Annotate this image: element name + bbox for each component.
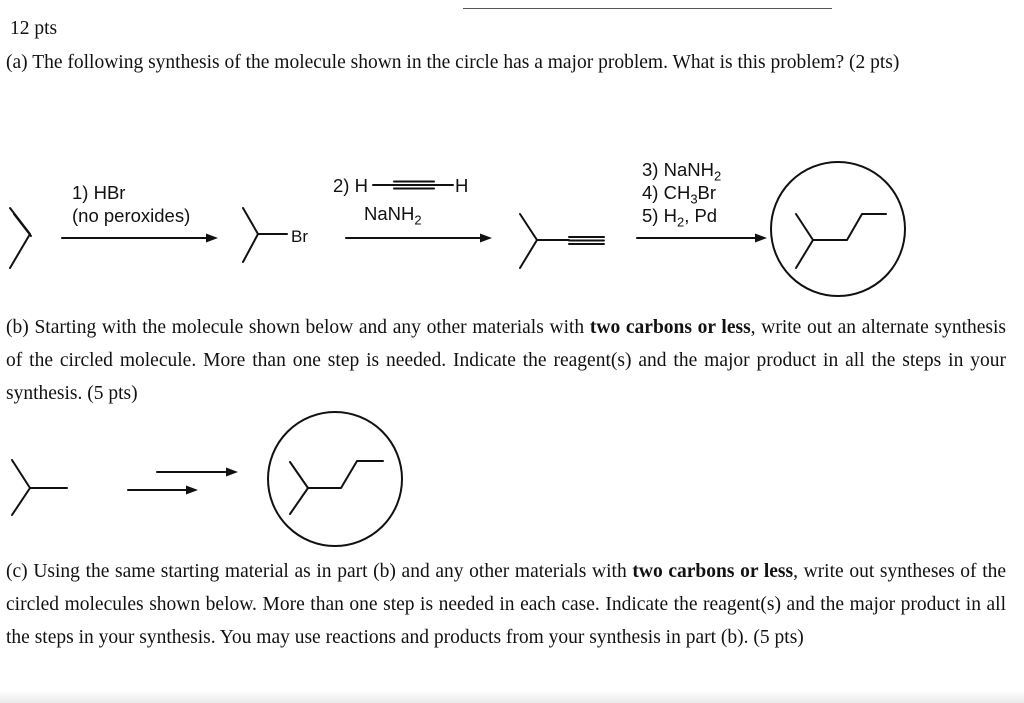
step1-condition: (no peroxides) [72,205,191,226]
step3-reagent: 3) NaNH$_2$ [642,159,722,184]
step2-reagent-right: H [455,175,469,196]
points-header: 12 pts [10,18,58,39]
starting-material-b [12,460,30,515]
part-c-question [6,555,1006,654]
step1-reagent: 1) HBr [72,182,126,203]
part-c-bold: two carbons or less [632,561,794,582]
part-b-text-1: Starting with the molecule shown below and any other materials with [34,317,585,338]
bromide-label: Br [291,227,308,246]
part-a-label: (a) [6,52,28,73]
target-molecule-b [290,462,308,514]
part-c-text-1: Using the same starting material as in part (b) and any other materials with [33,561,627,582]
step2-reagent-left: 2) H [333,175,368,196]
part-a-text: The following synthesis of the molecule shown in the circle has a major problem. What is this problem? (2 pts) [32,52,900,73]
part-c-text-2: , write out syntheses of the circled molecules shown below. More than one step is needed in each case. Indicate the reagent(s) and the major product in all the steps in your synthesis. You may use reactions and products from your synthesis in part (b). (5 pts) [6,561,1007,648]
step5-reagent: 5) $H_2$, Pd [642,205,718,230]
page-bottom-edge [0,691,1024,703]
target-circle-b [268,412,402,546]
step2-base: NaNH$_2$ [364,203,422,228]
part-b-text-2: , write out an alternate synthesis of the circled molecule. More than one step is needed. Indicate the reagent(s) and the major product in all the steps in your synthesis. (5 pts) [6,317,1007,404]
part-b-bold: two carbons or less [589,317,751,338]
part-b-label: (b) [6,317,29,338]
part-c-label: (c) [6,561,28,582]
step4-reagent: 4) $CH_3Br$ [642,182,717,207]
